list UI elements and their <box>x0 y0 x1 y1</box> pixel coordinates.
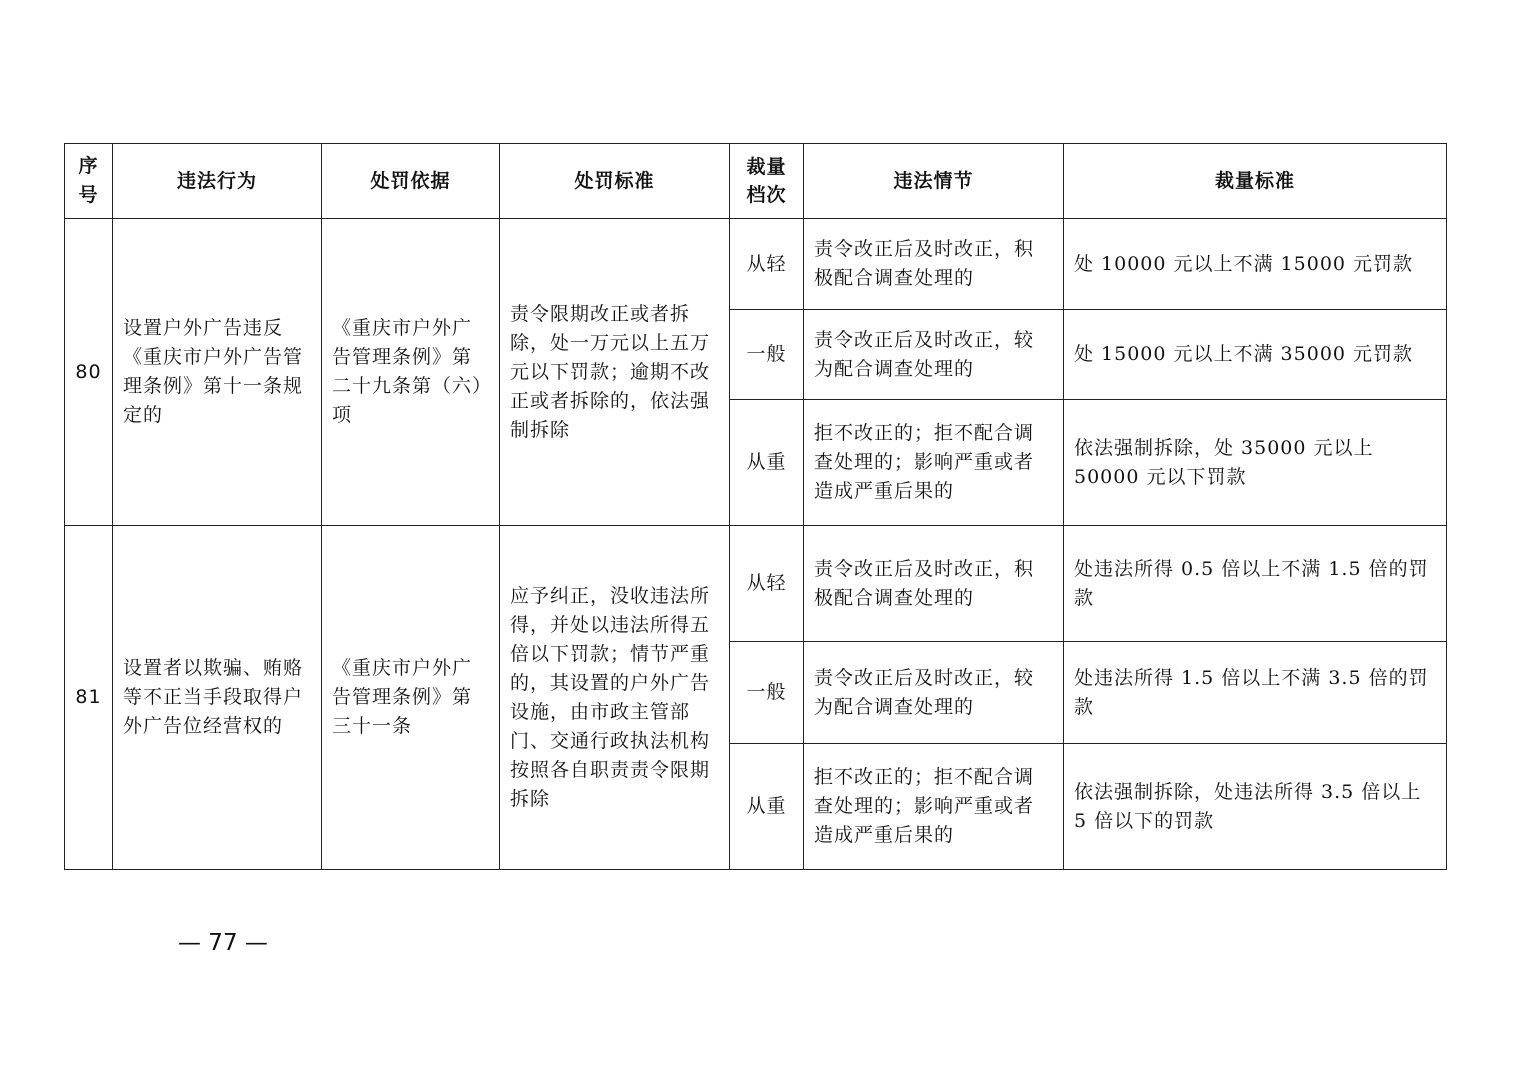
row-standard: 责令限期改正或者拆除，处一万元以上五万元以下罚款；逾期不改正或者拆除的，依法强制拆除 <box>500 219 730 526</box>
header-level <box>730 144 804 219</box>
header-standard: 处罚标准 <box>500 144 730 219</box>
tier-discretion: 处 10000 元以上不满 15000 元罚款 <box>1064 219 1447 310</box>
tier-circumstance: 责令改正后及时改正，积极配合调查处理的 <box>804 219 1064 310</box>
header-level-line1: 裁量 <box>746 156 787 178</box>
header-basis: 处罚依据 <box>322 144 500 219</box>
tier-circumstance: 责令改正后及时改正，较为配合调查处理的 <box>804 310 1064 400</box>
header-discretion: 裁量标准 <box>1064 144 1447 219</box>
table-row <box>65 526 1447 642</box>
header-level-line2: 档次 <box>746 184 787 206</box>
tier-discretion: 处违法所得 0.5 倍以上不满 1.5 倍的罚款 <box>1064 526 1447 642</box>
tier-discretion: 依法强制拆除，处 35000 元以上 50000 元以下罚款 <box>1064 400 1447 526</box>
row-basis: 《重庆市户外广告管理条例》第三十一条 <box>322 526 500 870</box>
tier-discretion: 处 15000 元以上不满 35000 元罚款 <box>1064 310 1447 400</box>
table-header-row <box>65 144 1447 219</box>
row-violation: 设置户外广告违反《重庆市户外广告管理条例》第十一条规定的 <box>113 219 322 526</box>
row-seq: 80 <box>65 219 113 526</box>
tier-circumstance: 责令改正后及时改正，较为配合调查处理的 <box>804 642 1064 744</box>
tier-discretion: 依法强制拆除，处违法所得 3.5 倍以上 5 倍以下的罚款 <box>1064 744 1447 870</box>
penalty-discretion-table <box>64 143 1447 870</box>
tier-level: 从重 <box>730 744 804 870</box>
row-violation: 设置者以欺骗、贿赂等不正当手段取得户外广告位经营权的 <box>113 526 322 870</box>
tier-level: 从轻 <box>730 219 804 310</box>
row-standard: 应予纠正，没收违法所得，并处以违法所得五倍以下罚款；情节严重的，其设置的户外广告设施，由市政主管部门、交通行政执法机构按照各自职责责令限期拆除 <box>500 526 730 870</box>
tier-circumstance: 责令改正后及时改正，积极配合调查处理的 <box>804 526 1064 642</box>
header-seq: 序号 <box>65 144 113 219</box>
tier-level: 从重 <box>730 400 804 526</box>
table-row <box>65 219 1447 310</box>
tier-circumstance: 拒不改正的；拒不配合调查处理的；影响严重或者造成严重后果的 <box>804 744 1064 870</box>
row-basis: 《重庆市户外广告管理条例》第二十九条第（六）项 <box>322 219 500 526</box>
tier-discretion: 处违法所得 1.5 倍以上不满 3.5 倍的罚款 <box>1064 642 1447 744</box>
tier-level: 从轻 <box>730 526 804 642</box>
header-violation: 违法行为 <box>113 144 322 219</box>
tier-level: 一般 <box>730 642 804 744</box>
header-circumstance: 违法情节 <box>804 144 1064 219</box>
tier-level: 一般 <box>730 310 804 400</box>
row-seq: 81 <box>65 526 113 870</box>
page-number: — 77 — <box>178 930 268 956</box>
tier-circumstance: 拒不改正的；拒不配合调查处理的；影响严重或者造成严重后果的 <box>804 400 1064 526</box>
